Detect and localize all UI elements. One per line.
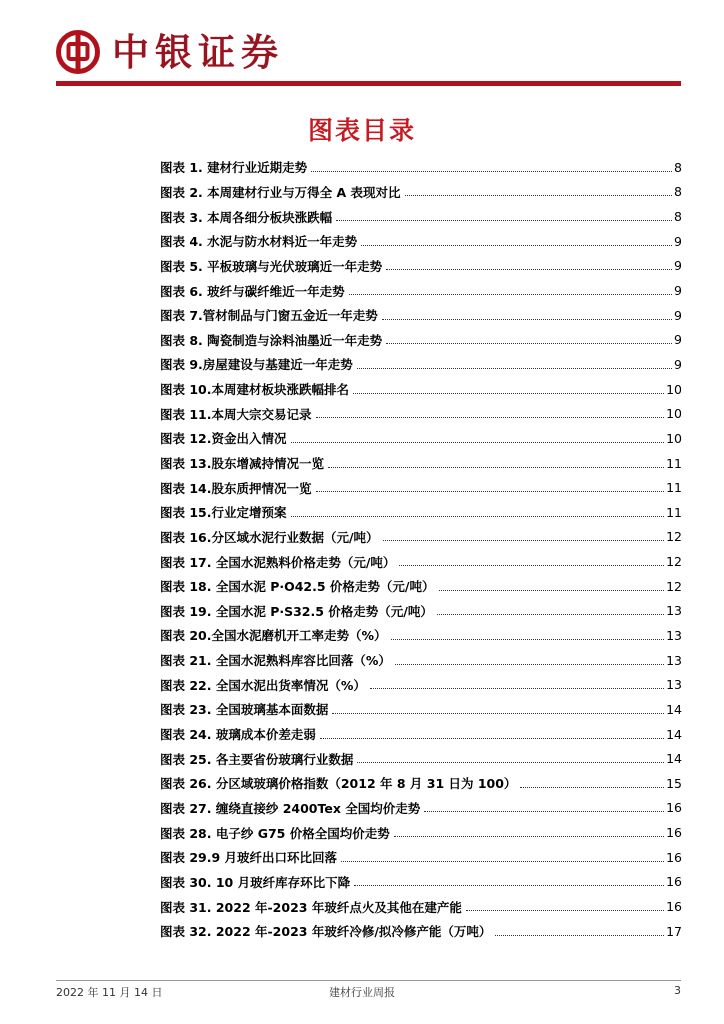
toc-entry[interactable]: [160, 229, 682, 254]
toc-entry-label: 图表 7.管材制品与门窗五金近一年走势: [160, 308, 378, 324]
toc-entry-label: 图表 19. 全国水泥 P·S32.5 价格走势（元/吨）: [160, 603, 433, 619]
toc-entry-page: 8: [674, 209, 682, 225]
toc-leader-dots: [405, 185, 673, 196]
toc-entry[interactable]: [160, 599, 682, 624]
toc-leader-dots: [495, 925, 664, 936]
toc-entry-label: 图表 9.房屋建设与基建近一年走势: [160, 357, 353, 373]
toc-entry[interactable]: [160, 894, 682, 919]
toc-entry-label: 图表 8. 陶瓷制造与涂料油墨近一年走势: [160, 332, 383, 348]
toc-entry-page: 10: [666, 430, 682, 446]
toc-entry-page: 8: [674, 159, 682, 175]
toc-entry-label: 图表 23. 全国玻璃基本面数据: [160, 702, 329, 718]
toc-entry[interactable]: [160, 155, 682, 180]
toc-leader-dots: [328, 457, 664, 468]
toc-entry-page: 11: [666, 480, 682, 496]
toc-entry-page: 12: [666, 578, 682, 594]
toc-leader-dots: [391, 629, 665, 640]
toc-entry[interactable]: [160, 771, 682, 796]
toc-entry[interactable]: [160, 919, 682, 944]
toc-entry-page: 10: [666, 406, 682, 422]
toc-entry-page: 12: [666, 529, 682, 545]
toc-entry[interactable]: [160, 722, 682, 747]
toc-entry[interactable]: [160, 820, 682, 845]
toc-entry-page: 16: [666, 849, 682, 865]
toc-leader-dots: [316, 481, 665, 492]
toc-entry-label: 图表 30. 10 月玻纤库存环比下降: [160, 874, 351, 890]
toc-entry[interactable]: [160, 278, 682, 303]
toc-entry[interactable]: [160, 525, 682, 550]
toc-leader-dots: [341, 851, 664, 862]
toc-leader-dots: [394, 826, 664, 837]
toc-leader-dots: [399, 555, 664, 566]
toc-leader-dots: [320, 728, 664, 739]
toc-entry-page: 9: [674, 258, 682, 274]
toc-entry[interactable]: [160, 401, 682, 426]
toc-leader-dots: [437, 604, 664, 615]
toc-leader-dots: [466, 900, 664, 911]
toc-entry[interactable]: [160, 870, 682, 895]
toc-leader-dots: [332, 703, 664, 714]
toc-leader-dots: [386, 333, 672, 344]
toc-entry-label: 图表 5. 平板玻璃与光伏玻璃近一年走势: [160, 258, 383, 274]
toc-entry[interactable]: [160, 303, 682, 328]
toc-entry-label: 图表 17. 全国水泥熟料价格走势（元/吨）: [160, 554, 396, 570]
toc-entry-page: 9: [674, 307, 682, 323]
footer-rule: [56, 980, 681, 981]
toc-leader-dots: [424, 801, 664, 812]
toc-entry[interactable]: [160, 180, 682, 205]
toc-leader-dots: [386, 259, 672, 270]
toc-entry-label: 图表 27. 缠绕直接纱 2400Tex 全国均价走势: [160, 800, 421, 816]
toc-entry[interactable]: [160, 672, 682, 697]
toc-entry[interactable]: [160, 845, 682, 870]
bank-of-china-logo-icon: [56, 30, 100, 74]
footer-page-number: 3: [674, 984, 681, 997]
brand-name: 中银证券: [112, 30, 284, 74]
toc-entry-label: 图表 13.股东增减持情况一览: [160, 456, 324, 471]
toc-entry-page: 16: [666, 874, 682, 890]
toc-entry-label: 图表 11.本周大宗交易记录: [160, 406, 312, 422]
toc-entry-page: 8: [674, 184, 682, 200]
toc-leader-dots: [349, 284, 672, 295]
toc-entry-label: 图表 16.分区域水泥行业数据（元/吨）: [160, 529, 379, 545]
toc-entry-page: 14: [666, 701, 682, 717]
toc-entry-page: 9: [674, 283, 682, 299]
toc-entry-label: 图表 26. 分区域玻璃价格指数（2012 年 8 月 31 日为 100）: [160, 776, 517, 792]
toc-entry-page: 9: [674, 233, 682, 249]
toc-entry[interactable]: [160, 623, 682, 648]
toc-leader-dots: [316, 407, 665, 418]
toc-entry-page: 17: [666, 923, 682, 939]
toc-entry-page: 16: [666, 800, 682, 816]
footer-date: 2022 年 11 月 14 日: [56, 986, 163, 999]
toc-leader-dots: [370, 678, 664, 689]
toc-leader-dots: [361, 235, 672, 246]
toc-entry[interactable]: [160, 352, 682, 377]
toc-leader-dots: [291, 506, 665, 517]
toc-entry[interactable]: [160, 796, 682, 821]
toc-entry-page: 9: [674, 356, 682, 372]
toc-entry-label: 图表 28. 电子纱 G75 价格全国均价走势: [160, 825, 390, 841]
toc-entry-label: 图表 3. 本周各细分板块涨跌幅: [160, 209, 333, 225]
toc-entry-label: 图表 20.全国水泥磨机开工率走势（%）: [160, 628, 387, 644]
toc-entry-label: 图表 12.资金出入情况: [160, 431, 287, 447]
toc-entry[interactable]: [160, 377, 682, 402]
toc-entry[interactable]: [160, 648, 682, 673]
toc-leader-dots: [383, 530, 665, 541]
toc-entry[interactable]: [160, 574, 682, 599]
toc-entry-page: 13: [666, 652, 682, 668]
toc-entry-page: 11: [666, 504, 682, 520]
toc-entry[interactable]: [160, 204, 682, 229]
toc-entry[interactable]: [160, 254, 682, 279]
toc-leader-dots: [311, 161, 672, 172]
toc-entry-label: 图表 21. 全国水泥熟料库容比回落（%）: [160, 653, 391, 669]
toc-entry-page: 13: [666, 603, 682, 619]
toc-entry-page: 13: [666, 677, 682, 693]
toc-entry-label: 图表 32. 2022 年-2023 年玻纤冷修/拟冷修产能（万吨）: [160, 924, 492, 940]
footer-report-name: 建材行业周报: [329, 986, 395, 999]
page-title: 图表目录: [307, 116, 416, 145]
toc-entry[interactable]: [160, 475, 682, 500]
toc-leader-dots: [439, 580, 665, 591]
toc-entry[interactable]: [160, 426, 682, 451]
toc-entry-page: 13: [666, 627, 682, 643]
toc-entry-label: 图表 2. 本周建材行业与万得全 A 表现对比: [160, 184, 401, 200]
toc-entry[interactable]: [160, 746, 682, 771]
toc-entry-label: 图表 29.9 月玻纤出口环比回落: [160, 850, 338, 866]
toc-leader-dots: [357, 752, 664, 763]
toc-entry-label: 图表 10.本周建材板块涨跌幅排名: [160, 382, 349, 398]
toc-leader-dots: [395, 654, 664, 665]
toc-entry[interactable]: [160, 549, 682, 574]
toc-entry-label: 图表 31. 2022 年-2023 年玻纤点火及其他在建产能: [160, 899, 462, 915]
toc-leader-dots: [354, 875, 664, 886]
toc-entry-page: 9: [674, 332, 682, 348]
toc-entry[interactable]: [160, 327, 682, 352]
toc-entry-label: 图表 25. 各主要省份玻璃行业数据: [160, 751, 354, 767]
toc-entry-page: 15: [666, 775, 682, 791]
toc-entry-label: 图表 1. 建材行业近期走势: [160, 160, 308, 176]
toc-entry[interactable]: [160, 451, 682, 476]
toc-leader-dots: [291, 432, 665, 443]
toc-entry-page: 16: [666, 825, 682, 841]
toc-leader-dots: [382, 309, 672, 320]
toc-entry-label: 图表 22. 全国水泥出货率情况（%）: [160, 677, 366, 693]
toc-leader-dots: [353, 383, 664, 394]
toc-leader-dots: [357, 358, 672, 369]
toc-entry-page: 11: [666, 455, 682, 471]
page-header: [0, 0, 724, 90]
toc-entry-label: 图表 4. 水泥与防水材料近一年走势: [160, 234, 358, 250]
toc-entry[interactable]: [160, 500, 682, 525]
toc-leader-dots: [520, 777, 664, 788]
toc-entry-page: 14: [666, 726, 682, 742]
table-of-figures: [160, 155, 682, 944]
toc-entry-label: 图表 24. 玻璃成本价差走弱: [160, 727, 316, 743]
toc-entry-label: 图表 18. 全国水泥 P·O42.5 价格走势（元/吨）: [160, 579, 435, 595]
toc-entry-label: 图表 15.行业定增预案: [160, 505, 287, 521]
toc-entry-label: 图表 6. 玻纤与碳纤维近一年走势: [160, 283, 345, 299]
toc-entry-page: 10: [666, 381, 682, 397]
toc-entry-page: 16: [666, 899, 682, 915]
toc-entry-page: 12: [666, 554, 682, 570]
toc-entry-page: 14: [666, 751, 682, 767]
toc-entry[interactable]: [160, 697, 682, 722]
header-rule: [56, 81, 681, 86]
toc-leader-dots: [336, 210, 672, 221]
toc-entry-label: 图表 14.股东质押情况一览: [160, 480, 312, 496]
